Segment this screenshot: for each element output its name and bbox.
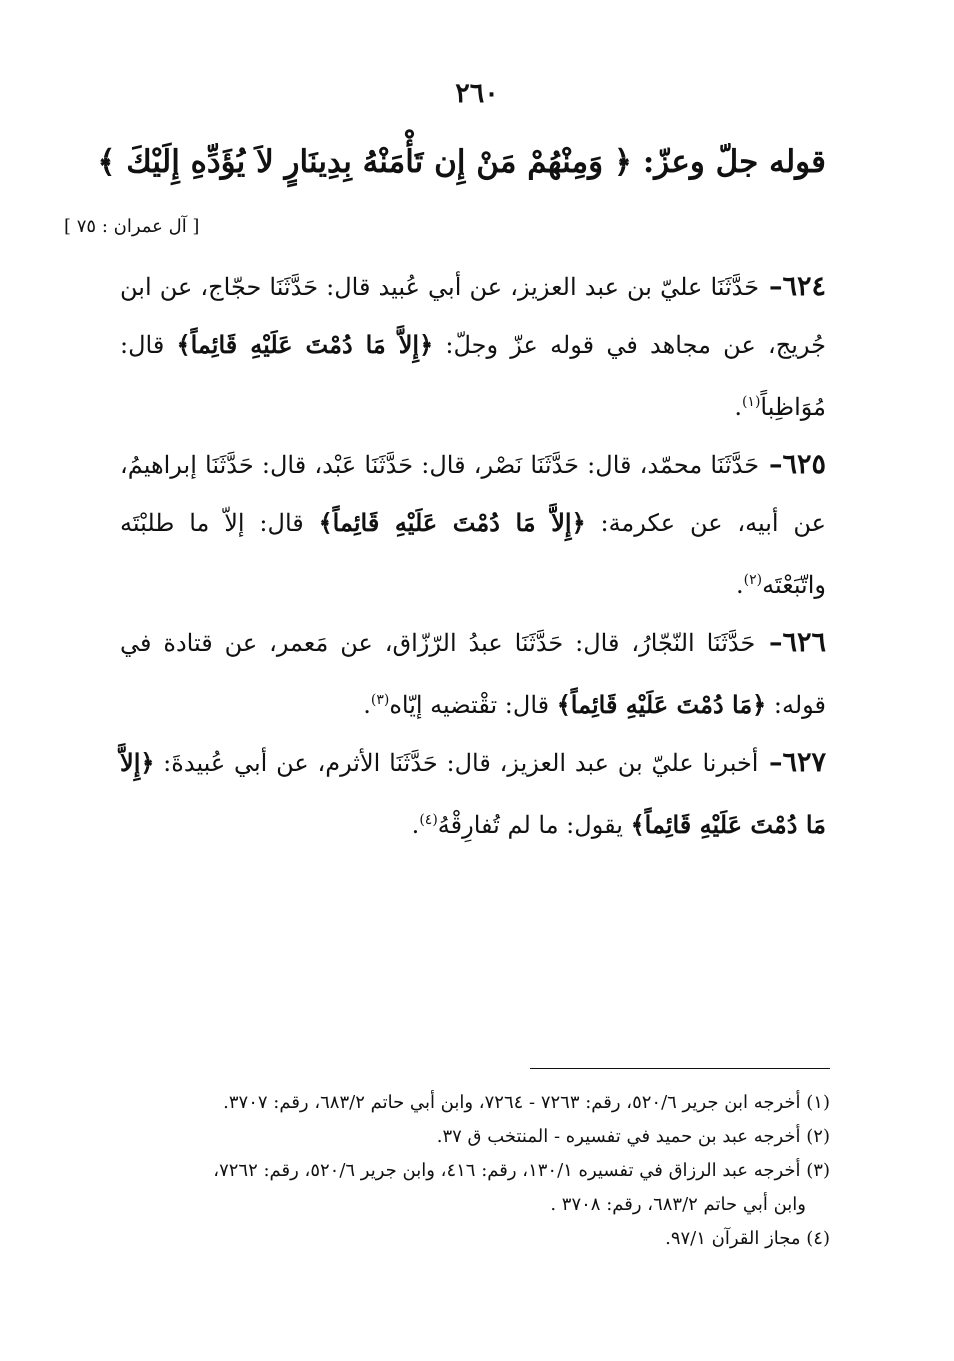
- entry-text: حَدَّثَنَا النّجّارُ، قال: حَدَّثَنَا عبدُ الرّزّاق، عن مَعمر، عن قتادة في قوله:: [120, 629, 826, 719]
- entry-number: ٦٢٥: [782, 449, 826, 480]
- verse-heading: [97, 144, 826, 180]
- entry-dash: –: [759, 271, 783, 302]
- footnote-marker: (٣): [370, 692, 390, 708]
- footnote: (٣) أخرجه عبد الرزاق في تفسيره ١٣٠/١، رقم: ٤١٦، وابن جرير ٥٢٠/٦، رقم: ٧٢٦٢،: [213, 1160, 830, 1181]
- quran-quote: ﴿مَا دُمْتَ عَلَيْهِ قَائِماً﴾: [556, 690, 767, 719]
- footnote: (١) أخرجه ابن جرير ٥٢٠/٦، رقم: ٧٢٦٣ - ٧٢٦٤، وابن أبي حاتم ٦٨٣/٢، رقم: ٣٧٠٧.: [223, 1092, 830, 1113]
- footnote: (٤) مجاز القرآن ٩٧/١.: [665, 1228, 830, 1249]
- footnote-marker: (١): [741, 394, 761, 410]
- footnotes: [86, 1086, 830, 1256]
- heading-prefix: قوله جلّ وعزّ:: [632, 144, 826, 180]
- footnote-marker: (٤): [419, 812, 438, 828]
- quran-quote: ﴿إِلاَّ مَا دُمْتَ عَلَيْهِ قَائِماً﴾: [318, 508, 586, 537]
- entry-paragraph: [120, 614, 826, 734]
- entry-text-end: قال: تقْتضيه إيّاه: [389, 691, 557, 719]
- entry-number: ٦٢٧: [782, 747, 826, 778]
- main-text: [120, 258, 826, 854]
- entry-text: حَدَّثَنَا عليّ بن عبد العزيز، عن أبي عُبيد قال: حَدَّثَنَا حجّاج، عن ابن جُريج، عن مجاهد في قوله عزّ وجلّ:: [120, 273, 826, 359]
- footnote-marker: (٢): [743, 572, 763, 588]
- entry-text-end: قال: إلاّ ما طلبْتَه واتّبَعْتَه: [120, 509, 826, 599]
- entry-paragraph: [120, 734, 826, 854]
- quran-quote: ﴿إِلاَّ مَا دُمْتَ عَلَيْهِ قَائِماً﴾: [176, 330, 434, 359]
- entry-dash: –: [758, 747, 783, 778]
- footnote-continuation: وابن أبي حاتم ٦٨٣/٢، رقم: ٣٧٠٨ .: [550, 1194, 806, 1215]
- heading-verse: ﴿ وَمِنْهُمْ مَنْ إِن تَأْمَنْهُ بِدِينَارٍ لاَ يُؤَدِّهِ إِلَيْكَ ﴾: [97, 144, 633, 180]
- entry-text: أخبرنا عليّ بن عبد العزيز، قال: حَدَّثَنَا الأثرم، عن أبي عُبيدةَ:: [154, 749, 759, 777]
- entry-end-mark: .: [363, 691, 371, 719]
- entry-number: ٦٢٤: [782, 271, 826, 302]
- quran-quote: ﴿إِلاَّ مَا دُمْتَ عَلَيْهِ قَائِماً﴾: [120, 748, 826, 839]
- entry-text: حَدَّثَنَا محمّد، قال: حَدَّثَنَا نَصْر، قال: حَدَّثَنَا عَبْد، قال: حَدَّثَنَا إبراهيمُ، عن أبيه، عن عكرمة:: [120, 451, 826, 537]
- entry-dash: –: [759, 449, 783, 480]
- entry-number: ٦٢٦: [782, 627, 827, 658]
- entry-end-mark: .: [734, 393, 742, 421]
- entry-end-mark: .: [736, 571, 744, 599]
- entry-paragraph: [120, 436, 826, 614]
- entry-end-mark: .: [411, 811, 420, 839]
- entry-paragraph: [120, 258, 826, 436]
- footnote: (٢) أخرجه عبد بن حميد في تفسيره - المنتخب ق ٣٧.: [436, 1126, 830, 1147]
- entry-dash: –: [755, 627, 783, 658]
- footnote-divider: [530, 1068, 830, 1069]
- page-number: ٢٦٠: [455, 78, 499, 109]
- entry-text-end: يقول: ما لم تُفارِقْهُ: [437, 811, 631, 839]
- verse-reference: [ آل عمران : ٧٥ ]: [64, 216, 200, 237]
- entry-text-end: قال: مُوَاظِباً: [120, 331, 826, 421]
